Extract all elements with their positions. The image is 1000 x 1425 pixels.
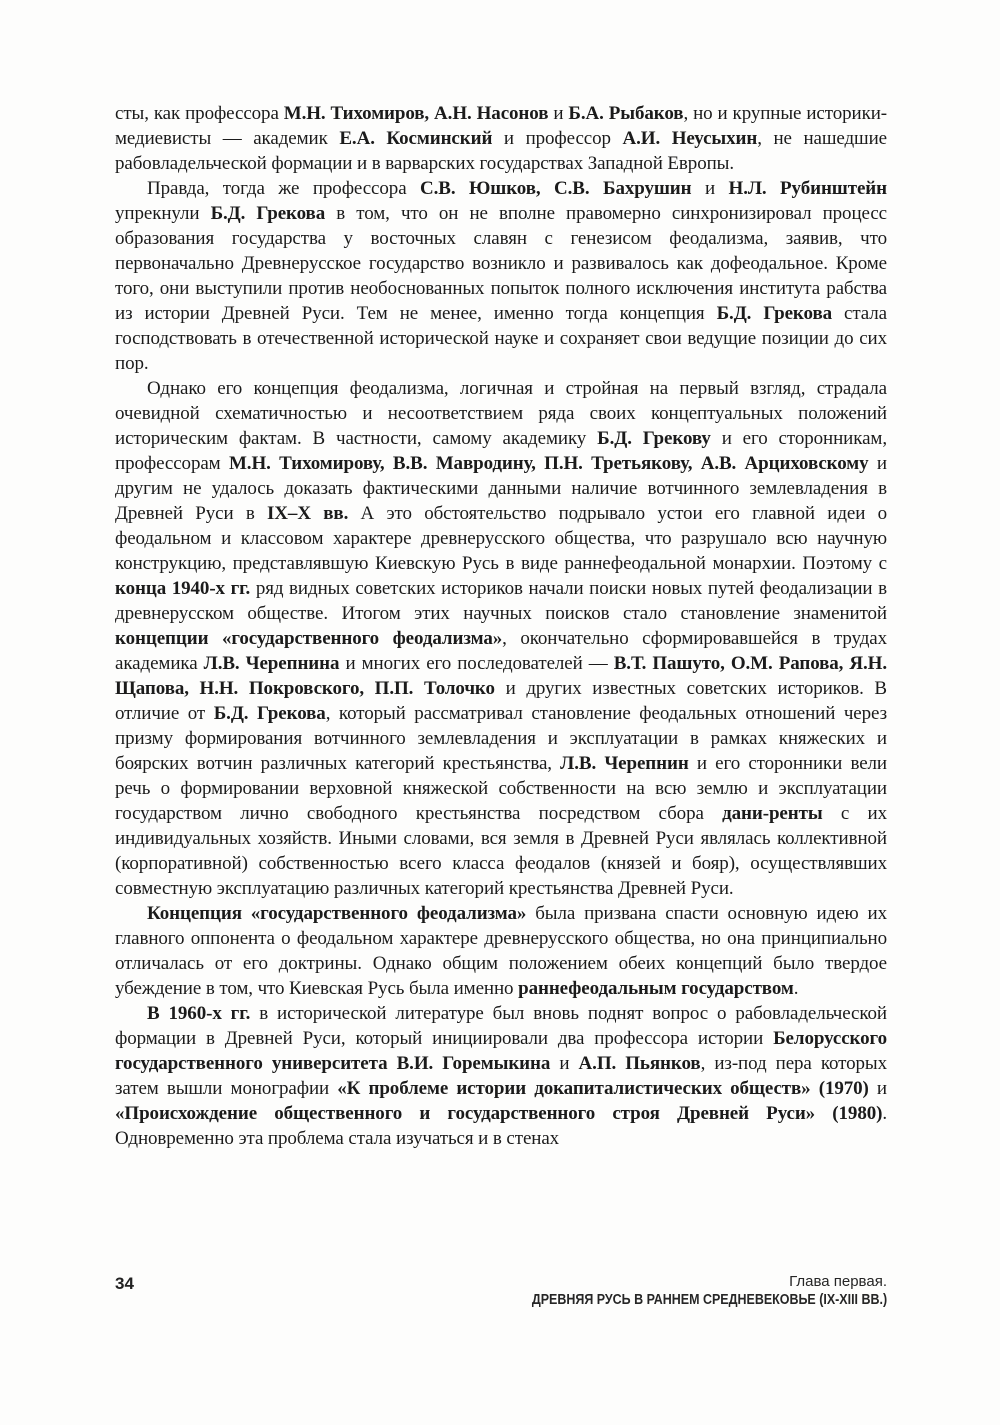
bold-text-run: «Происхождение общественного и государственного строя Древней Руси» (1980) [115, 1103, 883, 1124]
bold-text-run: М.Н. Тихомиров, А.Н. Насонов [283, 103, 549, 124]
bold-text-run: В.Т. Пашуто, О.М. Рапова, Я.Н. Щапова, Н.Н. Покровского, П.П. Толочко [115, 653, 887, 699]
bold-text-run: раннефеодальным государством [518, 978, 794, 999]
text-run: , который рассматривал становление феодальных отношений через призму формирования вотчинного землевладения и эксплуатации в рамках княжеских и боярских вотчин различных категорий крестьянства, [115, 703, 888, 774]
bold-text-run: концепции «государственного феодализма» [115, 628, 503, 649]
bold-text-run: Б.Д. Грекову [597, 428, 711, 449]
bold-text-run: Б.Д. Грекова [213, 703, 326, 724]
bold-text-run: «К проблеме истории докапиталистических обществ» (1970) [337, 1078, 869, 1099]
bold-text-run: Е.А. Косминский [339, 128, 493, 149]
page-footer [115, 1272, 887, 1310]
text-run: и [548, 103, 569, 124]
bold-text-run: Концепция «государственного феодализма» [147, 903, 527, 924]
bold-text-run: конца 1940-х гг. [115, 578, 251, 599]
paragraph [115, 901, 887, 1001]
page-number: 34 [115, 1274, 134, 1293]
text-run: в исторической литературе был вновь поднят вопрос о рабовладельческой формации в Древней Руси, который инициировали два профессора истории [115, 1003, 887, 1049]
chapter-subtitle: ДРЕВНЯЯ РУСЬ В РАННЕМ СРЕДНЕВЕКОВЬЕ (IX-XIII ВВ.) [531, 1292, 887, 1308]
text-run: стала господствовать в отечественной исторической науке и сохраняет свои ведущие позиции до сих пор. [115, 303, 888, 374]
text-run: упрекнули [115, 203, 211, 224]
text-run: и [868, 1078, 887, 1099]
text-run: А это обстоятельство подрывало устои его главной идеи о феодальном и классовом характере древнерусского общества, что разрушало всю научную конструкцию, представлявшую Киевскую Русь в виде раннефеодальной монархии. Поэтому с [115, 503, 887, 574]
chapter-subtitle-row [474, 1291, 887, 1310]
text-run: и [550, 1053, 579, 1074]
text-run: и другим не удалось доказать фактическими данными наличие вотчинного землевладения в Древней Руси в [115, 453, 887, 524]
text-run: . Одновременно эта проблема стала изучаться и в стенах [115, 1103, 887, 1149]
text-run: , окончательно сформировавшейся в трудах академика [115, 628, 887, 674]
running-head [474, 1272, 887, 1310]
bold-text-run: Б.Д. Грекова [716, 303, 833, 324]
bold-text-run: С.В. Юшков, С.В. Бахрушин [420, 178, 692, 199]
paragraph [115, 101, 887, 176]
bold-text-run: Л.В. Черепнина [203, 653, 340, 674]
text-run: и [691, 178, 729, 199]
bold-text-run: А.П. Пьянков [578, 1053, 701, 1074]
text-run: Однако его концепция феодализма, логичная и стройная на первый взгляд, страдала очевидной схематичностью и несоответствием ряда своих концептуальных положений историческим фактам. В частности, самому академику [115, 378, 887, 449]
text-run: и других известных советских историков. В отличие от [115, 678, 887, 724]
text-run: и многих его последователей — [339, 653, 614, 674]
bold-text-run: Л.В. Черепнин [560, 753, 689, 774]
text-run: ряд видных советских историков начали поиски новых путей феодализации в древнерусском обществе. Итогом этих научных поисков стало становление знаменитой [115, 578, 887, 624]
text-run: . [793, 978, 799, 999]
bold-text-run: Белорусского государственного университета В.И. Горемыкина [115, 1028, 887, 1074]
bold-text-run: М.Н. Тихомирову, В.В. Мавродину, П.Н. Третьякову, А.В. Арциховскому [228, 453, 869, 474]
bold-text-run: А.И. Неусыхин [622, 128, 758, 149]
text-run: и профессор [492, 128, 623, 149]
bold-text-run: В 1960-х гг. [147, 1003, 251, 1024]
paragraph [115, 176, 887, 376]
text-run: Правда, тогда же профессора [147, 178, 420, 199]
text-run: с их индивидуальных хозяйств. Иными словами, вся земля в Древней Руси являлась коллективной (корпоративной) собственностью всего класса феодалов (князей и бояр), осуществлявших совместную эксплуатацию различных категорий крестьянства Древней Руси. [115, 803, 887, 899]
text-run: в том, что он не вполне правомерно синхронизировал процесс образования государства у восточных славян с генезисом феодализма, заявив, что первоначально Древнерусское государство возникло и развивалось как дофеодальное. Кроме того, они выступили против необоснованных попыток полного исключения института рабства из истории Древней Руси. Тем не менее, именно тогда концепция [115, 203, 887, 324]
text-run: и его сторонникам, профессорам [115, 428, 887, 474]
chapter-title: Глава первая. [789, 1273, 887, 1290]
bold-text-run: Б.А. Рыбаков [568, 103, 684, 124]
text-block [115, 101, 887, 1151]
text-run: , из-под пера которых затем вышли монографии [115, 1053, 887, 1099]
text-run: была призвана спасти основную идею их главного оппонента о феодальном характере древнерусского общества, но она принципиально отличалась от его доктрины. Однако общим положением обеих концепций было твердое убеждение в том, что Киевская Русь была именно [115, 903, 887, 999]
text-run: , не нашедшие рабовладельческой формации и в варварских государствах Западной Европы. [115, 128, 887, 174]
bold-text-run: Н.Л. Рубинштейн [728, 178, 887, 199]
bold-text-run: IX–X вв. [267, 503, 349, 524]
paragraph [115, 376, 887, 901]
bold-text-run: Б.Д. Грекова [210, 203, 326, 224]
text-run: сты, как профессора [115, 103, 284, 124]
text-run: , но и крупные историки-медиевисты — академик [115, 103, 887, 149]
paragraph [115, 1001, 887, 1151]
text-run: и его сторонники вели речь о формировании верховной княжеской собственности на всю землю и эксплуатации государством лично свободного крестьянства посредством сбора [115, 753, 887, 824]
bold-text-run: дани-ренты [722, 803, 823, 824]
